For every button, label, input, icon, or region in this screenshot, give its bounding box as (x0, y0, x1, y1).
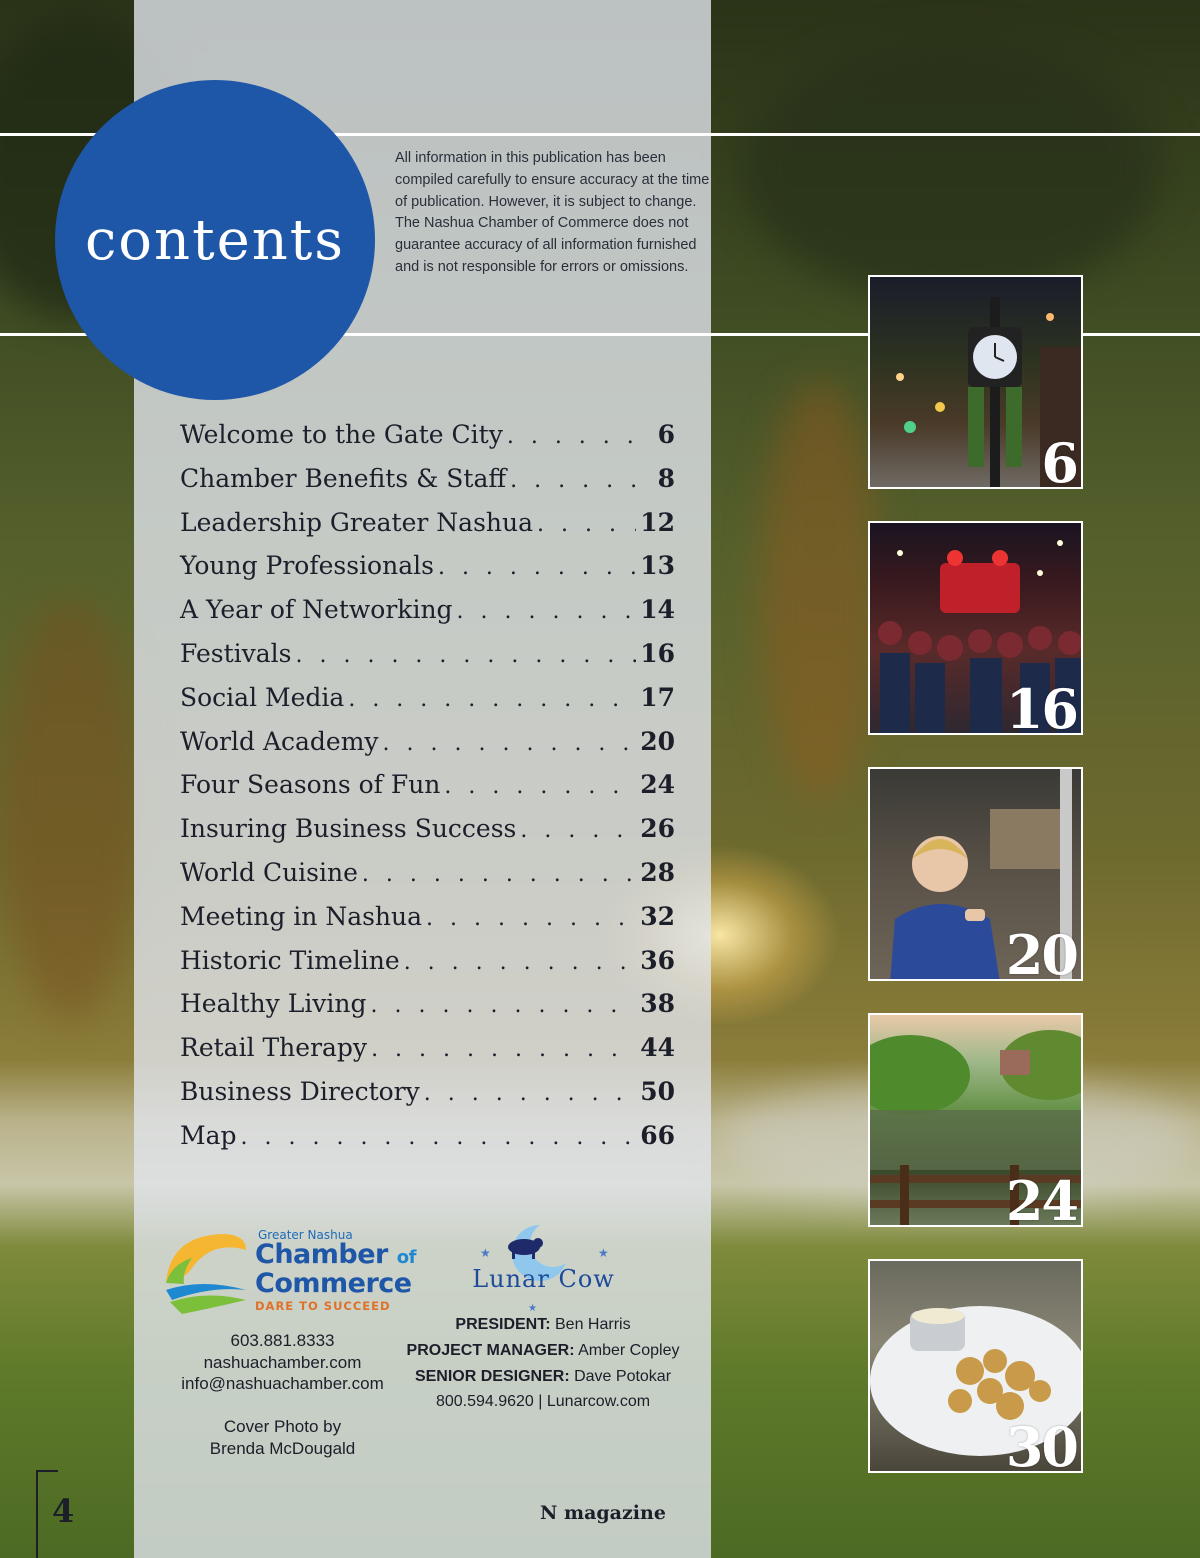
toc-entry-title: Map (180, 1120, 237, 1150)
thumbnail-calamari[interactable] (868, 1259, 1083, 1473)
toc-leader-dots (438, 555, 636, 580)
toc-entry[interactable] (180, 770, 675, 814)
toc-entry-page: 24 (640, 770, 675, 800)
chamber-small-text: Greater Nashua (258, 1228, 353, 1242)
thumbnail-boy-eating[interactable] (868, 767, 1083, 981)
toc-entry[interactable] (180, 639, 675, 683)
credit-president-name: Ben Harris (555, 1316, 631, 1333)
chamber-phone: 603.881.8333 (230, 1331, 335, 1350)
toc-entry-page: 38 (640, 989, 675, 1019)
toc-entry[interactable] (180, 551, 675, 595)
svg-text:★: ★ (528, 1303, 537, 1314)
toc-entry-title: Welcome to the Gate City (180, 420, 503, 449)
chamber-line2: Commerce (255, 1268, 412, 1299)
thumbnail-page-number: 6 (1041, 431, 1077, 489)
toc-entry-page: 28 (640, 857, 675, 887)
toc-entry-page: 20 (640, 726, 675, 756)
svg-text:★: ★ (598, 1246, 609, 1260)
thumbnail-parade[interactable] (868, 521, 1083, 735)
toc-entry-title: Social Media (180, 682, 345, 712)
thumbnail-street-clock[interactable] (868, 275, 1083, 489)
foliage-shade (740, 40, 1160, 300)
chamber-website[interactable]: nashuachamber.com (203, 1352, 362, 1372)
toc-entry[interactable] (180, 683, 675, 727)
toc-entry[interactable] (180, 595, 675, 639)
toc-entry-page: 6 (657, 420, 675, 449)
toc-entry-page: 13 (640, 551, 675, 581)
toc-entry-page: 50 (640, 1076, 675, 1106)
contents-badge (55, 80, 375, 400)
toc-entry[interactable] (180, 858, 675, 902)
table-of-contents (180, 420, 675, 1165)
toc-entry-title: Four Seasons of Fun (180, 770, 441, 800)
toc-entry[interactable] (180, 464, 675, 508)
lunar-cow-name: Lunar Cow (472, 1265, 615, 1293)
page-number-rule (36, 1470, 38, 1558)
toc-leader-dots (520, 818, 636, 843)
toc-leader-dots (383, 731, 637, 756)
toc-entry[interactable] (180, 1121, 675, 1165)
credit-president (402, 1312, 684, 1338)
credit-pm-label: PROJECT MANAGER: (406, 1341, 575, 1359)
toc-leader-dots (457, 599, 637, 624)
cover-credit-line1: Cover Photo by (223, 1417, 342, 1436)
toc-entry-title: A Year of Networking (180, 595, 453, 625)
chamber-email[interactable]: info@nashuachamber.com (181, 1374, 384, 1393)
toc-entry-title: Retail Therapy (180, 1033, 368, 1063)
toc-entry-page: 16 (640, 638, 675, 668)
toc-leader-dots (371, 1037, 636, 1062)
toc-entry-title: Leadership Greater Nashua (180, 507, 534, 537)
credit-designer-label: SENIOR DESIGNER: (414, 1367, 570, 1385)
toc-entry-page: 36 (640, 945, 675, 975)
toc-entry[interactable] (180, 1077, 675, 1121)
chamber-contact (160, 1330, 405, 1395)
svg-text:★: ★ (480, 1246, 491, 1260)
toc-leader-dots (371, 993, 637, 1018)
toc-entry-title: Business Directory (180, 1076, 420, 1106)
toc-leader-dots (362, 862, 636, 887)
toc-leader-dots (348, 687, 636, 712)
toc-entry-page: 12 (640, 507, 675, 537)
toc-leader-dots (444, 774, 636, 799)
publisher-contact[interactable]: 800.594.9620 | Lunarcow.com (435, 1393, 651, 1411)
toc-entry-title: Festivals (180, 638, 292, 668)
toc-entry[interactable] (180, 1033, 675, 1077)
disclaimer-text: All information in this publication has been compiled carefully to ensure accuracy at the time of publication. However, it is subject to change. The Nashua Chamber of Commerce does not guarantee accuracy of all information furnished and is not responsible for errors or omissions. (395, 150, 710, 275)
toc-entry-title: Chamber Benefits & Staff (180, 463, 507, 493)
credit-president-label: PRESIDENT: (455, 1316, 551, 1333)
toc-entry-title: Meeting in Nashua (180, 901, 423, 931)
toc-entry-title: Young Professionals (180, 551, 434, 581)
toc-entry-title: World Cuisine (180, 857, 358, 887)
page-number-rule-top (36, 1470, 58, 1472)
thumbnail-pond[interactable] (868, 1013, 1083, 1227)
toc-entry[interactable] (180, 902, 675, 946)
toc-leader-dots (404, 950, 637, 975)
toc-entry-title: Insuring Business Success (180, 814, 517, 844)
toc-leader-dots (510, 468, 637, 493)
foliage-autumn (760, 380, 880, 800)
cover-credit (160, 1416, 405, 1459)
toc-leader-dots (296, 643, 637, 668)
credit-pm-name: Amber Copley (578, 1341, 680, 1359)
toc-entry-page: 66 (640, 1120, 675, 1150)
thumbnail-page-number: 30 (1005, 1415, 1077, 1473)
toc-entry-page: 8 (657, 463, 675, 493)
toc-entry-title: Historic Timeline (180, 945, 400, 975)
chamber-wordmark (255, 1228, 416, 1313)
toc-entry-title: World Academy (180, 726, 379, 756)
toc-leader-dots (241, 1125, 637, 1150)
toc-leader-dots (424, 1081, 636, 1106)
toc-entry-page: 17 (640, 682, 675, 712)
toc-leader-dots (507, 424, 637, 449)
credit-senior-designer (402, 1364, 684, 1390)
toc-entry[interactable] (180, 814, 675, 858)
toc-entry[interactable] (180, 727, 675, 771)
toc-leader-dots (537, 512, 636, 537)
publisher-credits (402, 1312, 684, 1415)
toc-entry-page: 14 (640, 595, 675, 625)
toc-entry-page: 26 (640, 814, 675, 844)
toc-leader-dots (426, 906, 636, 931)
toc-entry[interactable] (180, 946, 675, 990)
toc-entry-title: Healthy Living (180, 989, 367, 1019)
toc-entry[interactable] (180, 508, 675, 552)
thumbnail-page-number: 24 (1005, 1169, 1077, 1227)
chamber-tagline: DARE TO SUCCEED (255, 1299, 391, 1313)
magazine-name: N magazine (540, 1502, 666, 1524)
page-title: contents (84, 207, 346, 273)
chamber-line1-wrap (255, 1239, 416, 1271)
credit-project-manager (402, 1338, 684, 1364)
thumbnail-page-number: 20 (1005, 923, 1077, 981)
toc-entry-page: 44 (640, 1033, 675, 1063)
toc-entry-page: 32 (640, 901, 675, 931)
chamber-line1: Chamber (255, 1239, 388, 1270)
toc-entry[interactable] (180, 420, 675, 464)
page-number: 4 (52, 1492, 75, 1530)
toc-entry[interactable] (180, 989, 675, 1033)
cover-credit-line2: Brenda McDougald (209, 1438, 356, 1458)
chamber-of: of (396, 1247, 416, 1268)
foliage-autumn (0, 600, 140, 1020)
credit-designer-name: Dave Potokar (574, 1367, 672, 1385)
thumbnail-page-number: 16 (1005, 677, 1077, 735)
